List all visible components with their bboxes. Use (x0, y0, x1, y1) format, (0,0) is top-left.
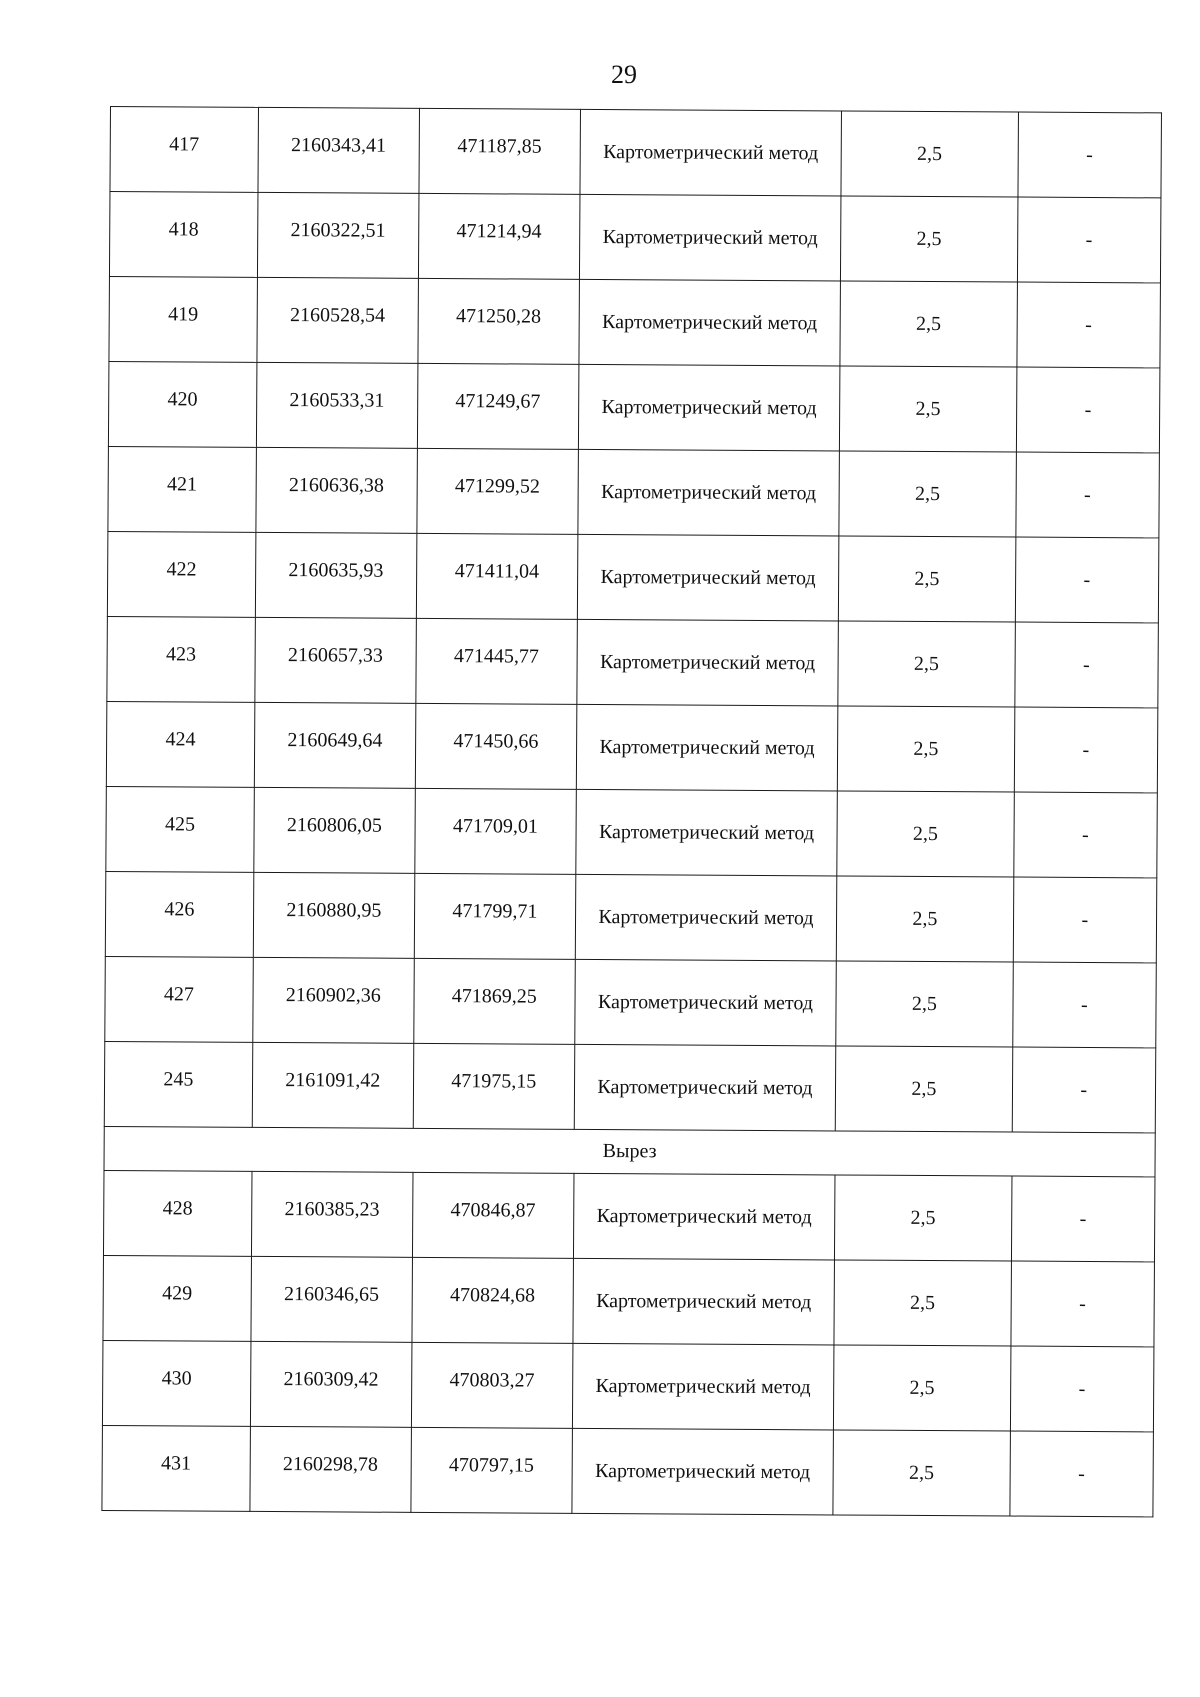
x-coordinate-cell: 2160880,95 (253, 872, 415, 958)
table-row (103, 1255, 1154, 1346)
point-number-cell: 419 (109, 276, 257, 362)
precision-cell: 2,5 (838, 536, 1015, 622)
x-coordinate-cell: 2160902,36 (253, 957, 415, 1043)
y-coordinate-cell: 470803,27 (411, 1342, 573, 1428)
note-cell: - (1016, 367, 1160, 453)
point-number-cell: 425 (106, 786, 254, 872)
coordinates-table (101, 106, 1162, 1517)
point-number-cell: 422 (107, 531, 255, 617)
note-cell: - (1014, 622, 1158, 708)
precision-cell: 2,5 (836, 961, 1013, 1047)
precision-cell: 2,5 (833, 1430, 1010, 1516)
x-coordinate-cell: 2161091,42 (252, 1042, 414, 1128)
table-row (110, 107, 1161, 198)
section-row (104, 1126, 1155, 1176)
point-number-cell: 417 (110, 107, 258, 193)
note-cell: - (1015, 537, 1159, 623)
table-row (106, 701, 1157, 792)
method-cell: Картометрический метод (573, 1258, 835, 1345)
note-cell: - (1010, 1346, 1154, 1432)
note-cell: - (1009, 1431, 1153, 1517)
y-coordinate-cell: 471249,67 (417, 363, 579, 449)
precision-cell: 2,5 (840, 281, 1017, 367)
point-number-cell: 429 (103, 1255, 251, 1341)
table-row (108, 361, 1159, 452)
note-cell: - (1012, 962, 1156, 1048)
point-number-cell: 245 (104, 1041, 252, 1127)
x-coordinate-cell: 2160657,33 (255, 617, 417, 703)
y-coordinate-cell: 471975,15 (413, 1043, 575, 1129)
table-row (109, 192, 1160, 283)
x-coordinate-cell: 2160322,51 (257, 192, 419, 278)
x-coordinate-cell: 2160635,93 (255, 532, 417, 618)
precision-cell: 2,5 (838, 621, 1015, 707)
table-row (109, 276, 1160, 367)
x-coordinate-cell: 2160533,31 (256, 362, 418, 448)
x-coordinate-cell: 2160385,23 (251, 1171, 413, 1257)
table-row (103, 1170, 1154, 1261)
point-number-cell: 421 (108, 446, 256, 532)
method-cell: Картометрический метод (580, 109, 842, 196)
table-row (108, 446, 1159, 537)
method-cell: Картометрический метод (578, 449, 840, 536)
y-coordinate-cell: 471187,85 (419, 108, 581, 194)
precision-cell: 2,5 (840, 366, 1017, 452)
point-number-cell: 430 (102, 1340, 250, 1426)
x-coordinate-cell: 2160298,78 (250, 1426, 412, 1512)
method-cell: Картометрический метод (578, 364, 840, 451)
method-cell: Картометрический метод (577, 619, 839, 706)
y-coordinate-cell: 471445,77 (416, 618, 578, 704)
method-cell: Картометрический метод (572, 1428, 834, 1515)
y-coordinate-cell: 471799,71 (414, 873, 576, 959)
point-number-cell: 431 (102, 1425, 250, 1511)
table-row (105, 871, 1156, 962)
precision-cell: 2,5 (837, 791, 1014, 877)
x-coordinate-cell: 2160636,38 (256, 447, 418, 533)
method-cell: Картометрический метод (575, 874, 837, 961)
note-cell: - (1012, 1047, 1156, 1133)
page-number: 29 (611, 60, 637, 89)
note-cell: - (1014, 707, 1158, 793)
point-number-cell: 423 (107, 616, 255, 702)
note-cell: - (1015, 452, 1159, 538)
precision-cell: 2,5 (835, 1046, 1012, 1132)
x-coordinate-cell: 2160528,54 (257, 277, 419, 363)
method-cell: Картометрический метод (576, 704, 838, 791)
note-cell: - (1017, 197, 1161, 283)
precision-cell: 2,5 (835, 1175, 1012, 1261)
table-row (105, 956, 1156, 1047)
y-coordinate-cell: 471709,01 (415, 788, 577, 874)
y-coordinate-cell: 471869,25 (414, 958, 576, 1044)
x-coordinate-cell: 2160806,05 (254, 787, 416, 873)
precision-cell: 2,5 (834, 1260, 1011, 1346)
note-cell: - (1017, 282, 1161, 368)
precision-cell: 2,5 (841, 111, 1018, 197)
precision-cell: 2,5 (839, 451, 1016, 537)
table-row (102, 1340, 1153, 1431)
point-number-cell: 424 (106, 701, 254, 787)
y-coordinate-cell: 471250,28 (418, 278, 580, 364)
point-number-cell: 418 (109, 192, 257, 278)
table-row (107, 616, 1158, 707)
method-cell: Картометрический метод (577, 534, 839, 621)
precision-cell: 2,5 (837, 706, 1014, 792)
note-cell: - (1011, 1176, 1155, 1262)
note-cell: - (1011, 1261, 1155, 1347)
precision-cell: 2,5 (841, 196, 1018, 282)
point-number-cell: 420 (108, 361, 256, 447)
x-coordinate-cell: 2160309,42 (250, 1341, 412, 1427)
y-coordinate-cell: 471299,52 (417, 448, 579, 534)
point-number-cell: 426 (105, 871, 253, 957)
x-coordinate-cell: 2160649,64 (254, 702, 416, 788)
y-coordinate-cell: 471450,66 (415, 703, 577, 789)
x-coordinate-cell: 2160343,41 (258, 107, 420, 193)
method-cell: Картометрический метод (574, 1044, 836, 1131)
note-cell: - (1013, 792, 1157, 878)
method-cell: Картометрический метод (575, 959, 837, 1046)
y-coordinate-cell: 470824,68 (412, 1257, 574, 1343)
method-cell: Картометрический метод (572, 1343, 834, 1430)
method-cell: Картометрический метод (576, 789, 838, 876)
note-cell: - (1018, 112, 1162, 198)
y-coordinate-cell: 470797,15 (411, 1427, 573, 1513)
section-label: Вырез (104, 1126, 1155, 1176)
y-coordinate-cell: 471411,04 (416, 533, 578, 619)
table-row (104, 1041, 1155, 1132)
y-coordinate-cell: 471214,94 (418, 193, 580, 279)
method-cell: Картометрический метод (579, 194, 841, 281)
y-coordinate-cell: 470846,87 (412, 1172, 574, 1258)
table-row (102, 1425, 1153, 1516)
method-cell: Картометрический метод (579, 279, 841, 366)
point-number-cell: 427 (105, 956, 253, 1042)
table-row (106, 786, 1157, 877)
point-number-cell: 428 (103, 1170, 251, 1256)
precision-cell: 2,5 (834, 1345, 1011, 1431)
table-row (107, 531, 1158, 622)
method-cell: Картометрический метод (573, 1173, 835, 1260)
precision-cell: 2,5 (836, 876, 1013, 962)
x-coordinate-cell: 2160346,65 (251, 1256, 413, 1342)
main-rows (102, 107, 1162, 1517)
note-cell: - (1013, 877, 1157, 963)
